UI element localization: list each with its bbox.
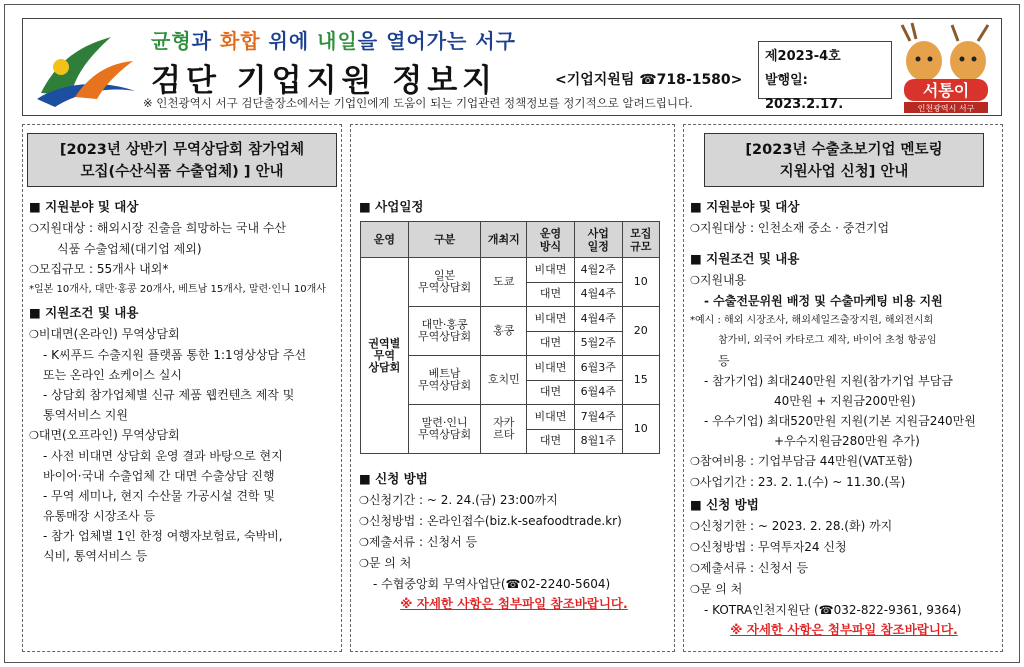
table-row: 말련·인니 무역상담회 자카 르타 비대면 7월4주 10 [361, 405, 660, 430]
left-banner: [2023년 상반기 무역상담회 참가업체 모집(수산식품 수출업체) ] 안내 [27, 133, 337, 187]
issue-number: 제2023-4호 [765, 49, 841, 64]
right-section-conditions: ■ 지원조건 및 내용 ❍ 지원내용 - 수출전문위원 배정 및 수출마케팅 비용 지원 *예시 : 해외 시장조사, 해외세일즈출장지원, 해외전시회 참가비, 외국어 카타로그 제작, 바이어 초청 항공임 등 - 참가기업) 최대240만원 지원(참가기업 부담금 40만원 + 지원금200만원) - 우수기업) 최대520만원 지원(기본 지원금240만원 +우수지원금280만원 추가) ❍ 참여비용 : 기업부담금 44만원(VAT포함) ❍ 사업기간 : 23. 2. 1.(수) ~ 11.30.(목) [690, 249, 976, 493]
mascot-caption: 인천광역시 서구 [917, 104, 975, 113]
middle-section-apply: ■ 신청 방법 ❍ 신청기간 : ~ 2. 24.(금) 23:00까지 ❍ 신청방법 : 온라인접수(biz.k-seafoodtrade.kr) ❍ 제출서류 : 신청서 등 ❍ 문 의 처 - 수협중앙회 무역사업단(☎02-2240-5604) ※ 자세한 사항은 첨부파일 참조바랍니다. [359, 469, 669, 614]
table-row: 대만·홍콩 무역상담회 홍콩 비대면 4월4주 20 [361, 307, 660, 332]
mascot-icon [898, 21, 994, 115]
issue-date: 발행일: 2023.2.17. [765, 73, 844, 112]
newsletter-header [22, 18, 1002, 116]
table-row: 대면 5월2주 [361, 331, 660, 356]
right-banner: [2023년 수출초보기업 멘토링 지원사업 신청] 안내 [704, 133, 984, 187]
left-column [22, 124, 342, 652]
table-row: 대면 8월1주 [361, 429, 660, 454]
team-contact: <기업지원팀 ☎718-1580> [555, 72, 743, 88]
th-schedule: 사업 일정 [574, 222, 622, 258]
left-section-conditions: ■ 지원조건 및 내용 ❍ 비대면(온라인) 무역상담회 - K씨푸드 수출지원 플랫폼 통한 1:1영상상담 주선 또는 온라인 쇼케이스 실시 - 상담회 참가업체별 신규 제품 웹컨텐츠 제작 및 통역서비스 지원 ❍ 대면(오프라인) 무역상담회 - 사전 비대면 상담회 운영 결과 바탕으로 현지 바이어·국내 수출업체 간 대면 수출상담 진행 - 무역 세미나, 현지 수산물 가공시설 견학 및 유통매장 시장조사 등 - 참가 업체별 1인 한정 여행자보험료, 숙박비, 식비, 통역서비스 등 [29, 303, 306, 566]
newsletter-title: 검단 기업지원 정보지 [151, 63, 498, 99]
mascot-name: 서통이 [922, 81, 970, 100]
table-row: 대면 4월4주 [361, 282, 660, 307]
middle-column [350, 124, 675, 652]
newsletter-description: ※ 인천광역시 서구 검단출장소에서는 기업인에게 도움이 되는 기업관련 정책정보를 정기적으로 알려드립니다. [143, 96, 693, 110]
middle-note: ※ 자세한 사항은 첨부파일 참조바랍니다. [400, 596, 628, 611]
seo-gu-logo-icon [31, 33, 139, 111]
schedule-table [360, 221, 660, 454]
right-note: ※ 자세한 사항은 첨부파일 참조바랍니다. [730, 622, 958, 637]
issue-info [758, 41, 892, 112]
th-size: 모집 규모 [622, 222, 659, 258]
right-section-target: ■ 지원분야 및 대상 ❍ 지원대상 : 인천소재 중소 · 중견기업 [690, 197, 889, 239]
table-row: 권역별 무역 상담회 일본 무역상담회 도쿄 비대면 4월2주 10 [361, 258, 660, 283]
left-section-target: ■ 지원분야 및 대상 ❍ 지원대상 : 해외시장 진출을 희망하는 국내 수산 식품 수출업체(대기업 제외) ❍ 모집규모 : 55개사 내외* *일본 10개사, 대만·홍콩 20개사, 베트남 15개사, 말련·인니 10개사 [29, 197, 326, 300]
right-section-apply: ■ 신청 방법 ❍ 신청기한 : ~ 2023. 2. 28.(화) 까지 ❍ 신청방법 : 무역투자24 신청 ❍ 제출서류 : 신청서 등 ❍ 문 의 처 - KOTRA인천지원단 (☎032-822-9361, 9364) ※ 자세한 사항은 첨부파일 참조바랍니다. [690, 495, 998, 640]
slogan: 균형과 화합 위에 내일을 열어가는 서구 [151, 29, 516, 53]
middle-section-schedule: ■ 사업일정 [359, 197, 423, 218]
table-row: 베트남 무역상담회 호치민 비대면 6월3주 15 [361, 356, 660, 381]
right-column [683, 124, 1003, 652]
table-row: 대면 6월4주 [361, 380, 660, 405]
table-header-row: 운영 구분 개최지 운영 방식 사업 일정 모집 규모 [361, 222, 660, 258]
th-method: 운영 방식 [527, 222, 575, 258]
